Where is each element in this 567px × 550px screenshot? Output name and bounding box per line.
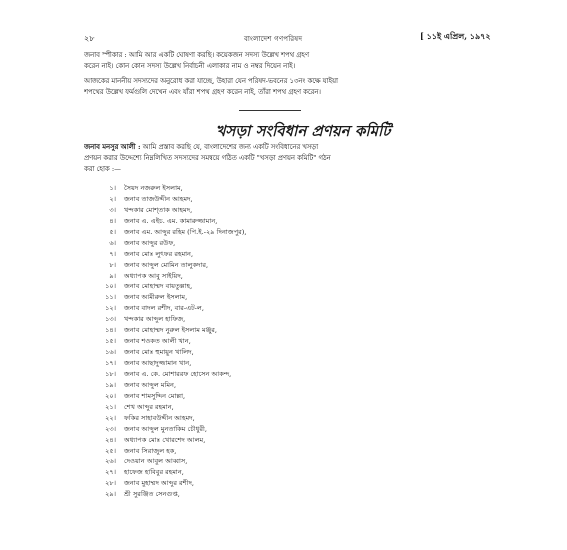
list-item-name: জনাব শামসুদ্দিন মোল্লা, [124,391,186,400]
list-item [0,205,567,216]
list-item-number: ১৯। [105,380,116,389]
list-item [0,227,567,238]
motion-text: আমি প্রস্তাব করছি যে, বাংলাদেশের জন্য একটি সংবিধানের খসড়া [142,143,319,151]
list-item [0,314,567,325]
list-item [0,336,567,347]
list-item-number: ১৬। [105,348,116,357]
running-title: বাংলাদেশ গণপরিষদ [244,35,303,43]
list-item-number: ১৮। [105,369,116,378]
list-item-name: সৈয়দ নজরুল ইসলাম, [124,184,183,192]
list-item [0,271,567,282]
list-item [0,391,567,402]
list-item [0,489,567,500]
paragraph-line: করা হোক :— [84,165,121,173]
list-item-number: ২। [109,194,116,203]
paragraph-line: জনাব স্পীকার : আমি আর একটি ঘোষণা করছি। কয়েকজন সদস্য উল্লেখ শপথ গ্রহণ [84,51,309,59]
list-item-name: শ্রী সুরঞ্জিত সেনগুপ্ত, [124,490,180,499]
list-item-number: ২৭। [105,468,116,477]
list-item-name: শেখ আব্দুর রহমান, [124,402,174,411]
list-item-number: ২২। [105,413,116,422]
list-item [0,358,567,369]
list-item-name: জনাব আব্দুল মমিন, [124,380,177,389]
list-item [0,435,567,446]
list-item-number: ২৬। [105,457,116,466]
list-item-number: ১৭। [105,359,116,367]
speaker-announcement-continued [84,76,522,98]
list-item-number: ১৪। [105,326,116,335]
list-item-number: ২৪। [105,435,116,444]
list-item-name: দেওয়ান আবুল আব্বাস, [124,457,188,466]
list-item-name: হাফেজ হাবিবুর রহমান, [124,468,184,477]
list-item-number: ১১। [105,293,116,302]
list-item [0,424,567,435]
list-item-number: ৫। [109,227,116,236]
list-item-number: ৩। [109,205,116,214]
list-item-name: জনাব সিরাজুল হক, [124,446,177,455]
list-item-number: ১৩। [105,315,116,324]
paragraph-line: শপথের উল্লেখ ফর্মগুলি দেখেন এবং যাঁরা শপথ গ্রহণ করেন নাই, তাঁরা শপথ গ্রহণ করেন। [84,88,321,96]
list-item [0,467,567,478]
list-item-name: জনাব আমীরুল ইসলাম, [124,293,188,302]
paragraph-line: প্রণয়ন করার উদ্দেশ্যে নিম্নলিখিত সদস্যদের সমন্বয়ে গঠিত একটি "খসড়া প্রণয়ন কমিটি" গঠন [84,154,331,162]
list-item-name: জনাব মোহাম্মদ নুরুল ইসলাম মঞ্জুর, [124,326,217,335]
page-date: [ ১১ই এপ্রিল, ১৯৭২ [420,31,491,41]
list-item [0,347,567,358]
list-item-number: ১০। [105,282,116,291]
list-item-name: অধ্যাপক মোঃ খোরশেদ আলম, [124,435,206,444]
list-item [0,446,567,457]
list-item [0,238,567,249]
paragraph-line: আজকের মাননীয় সদস্যদের অনুরোধ করা যাচ্ছে, উহারা যেন পরিষদ-ভবনের ১৩নং কক্ষে যাইয়া [84,77,339,85]
list-item [0,281,567,292]
paragraph-line: করেন নাই। কোন কোন সদস্য উল্লেখ নির্বাচনী এলাকার নাম ও নম্বর দিয়েন নাই। [84,62,296,70]
list-item-number: ৪। [109,216,116,225]
paragraph-line [84,142,522,153]
list-item-number: ১। [109,184,116,192]
list-item-name: জনাব আব্দুর রউফ, [124,238,176,247]
page-number: ২৮ [84,34,95,43]
list-item [0,249,567,260]
list-item-name: জনাব আছাদুজ্জামান খান, [124,359,192,367]
speaker-name: জনাব মনসুর আলী : [84,143,141,151]
list-item-name: জনাব আব্দুল মুনতাকিম চৌধুরী, [124,424,207,433]
list-item [0,194,567,205]
section-divider [239,110,301,111]
list-item-number: ২৯। [105,490,116,499]
list-item-number: ৬। [109,238,116,247]
list-item-name: জনাব বাদল রশীদ, বার-এট-ল, [124,304,204,313]
list-item-name: অধ্যাপক আবু সাইয়িদ, [124,271,183,280]
list-item-name: খন্দকার আব্দুল হাফিজ, [124,315,186,324]
list-item [0,456,567,467]
list-item [0,369,567,380]
list-item-number: ২৮। [105,479,116,488]
list-item-number: ২১। [105,402,116,411]
committee-member-list [0,183,567,500]
list-item-name: ফকির সাহাবউদ্দীন আহমদ, [124,413,195,422]
list-item [0,183,567,194]
section-heading: খসড়া সংবিধান প্রণয়ন কমিটি [215,122,391,140]
list-item-number: ৯। [109,271,116,280]
list-item [0,478,567,489]
list-item-name: জনাব এ. কে. মোশাররফ হোসেন আকন্দ, [124,369,232,378]
list-item-name: জনাব মোঃ হুমায়ুন খালিদ, [124,348,194,357]
list-item [0,325,567,336]
list-item-name: জনাব মোঃ লুৎফর রহমান, [124,249,194,258]
list-item-name: জনাব এম. আব্দুর রহিম (পি.ই.-২৯ দিনাজপুর), [124,227,247,236]
list-item [0,402,567,413]
list-item-number: ৭। [109,249,116,258]
list-item-name: জনাব মুহাম্মদ আব্দুর রশীদ, [124,479,195,488]
list-item [0,260,567,271]
list-item [0,292,567,303]
speaker-announcement [84,50,522,72]
list-item-number: ৮। [109,260,116,269]
list-item-name: জনাব শওকত আলী খান, [124,337,191,346]
list-item-name: জনাব এ. এইচ. এম. কামারুজ্জামান, [124,216,218,225]
list-item-number: ১২। [105,304,116,313]
list-item [0,380,567,391]
list-item-name: খন্দকার মোশ্‌তাক আহমদ, [124,205,193,214]
list-item-name: জনাব মোহাম্মদ বায়তুল্লাহ, [124,282,193,291]
list-item-name: জনাব আব্দুল মোমিন তালুকদার, [124,260,209,269]
list-item-number: ১৫। [105,337,116,346]
list-item-number: ২৩। [105,424,116,433]
list-item-name: জনাব তাজউদ্দীন আহমদ, [124,194,193,203]
list-item-number: ২৫। [105,446,116,455]
list-item [0,216,567,227]
list-item [0,413,567,424]
motion-paragraph [84,142,522,175]
list-item [0,303,567,314]
list-item-number: ২০। [105,391,116,400]
